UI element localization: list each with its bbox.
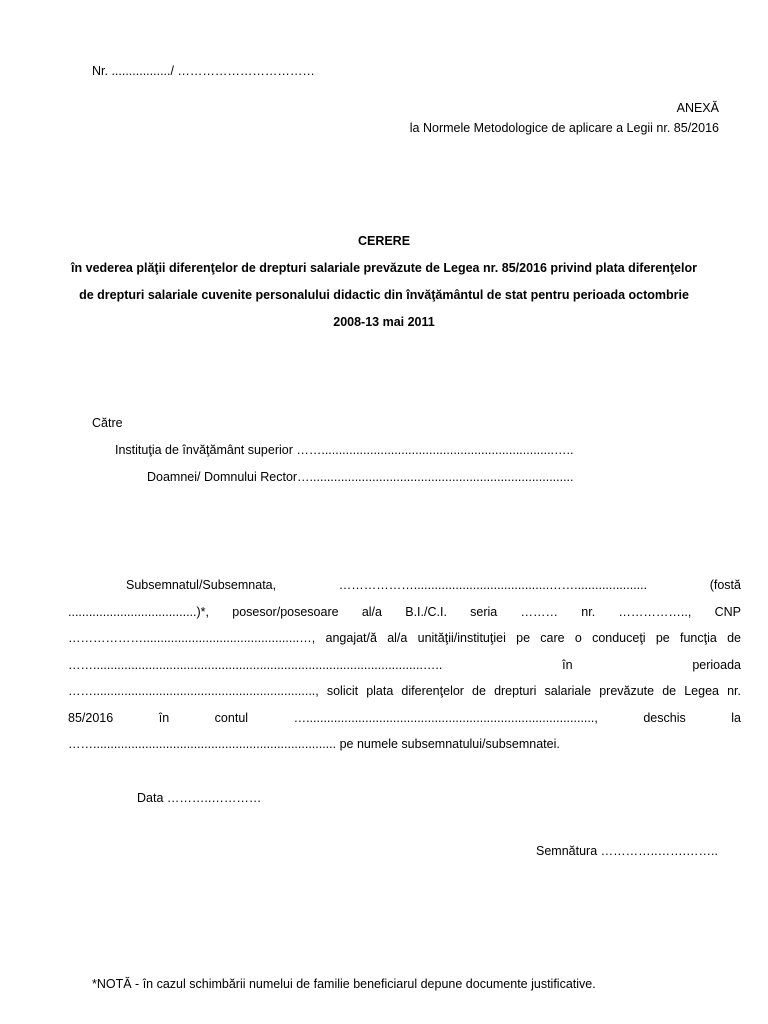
- request-subtitle: în vederea plăţii diferenţelor de drepturi salariale prevăzute de Legea nr. 85/2016 privind plata diferenţelor de drepturi salariale cuvenite personalului didactic din învăţământul de stat pentru perioada octombrie 2008-13 mai 2011: [71, 261, 697, 329]
- footnote: *NOTĂ - în cazul schimbării numelui de familie beneficiarul depune documente justificative.: [92, 977, 596, 991]
- annex-heading: [410, 98, 719, 138]
- annex-title: ANEXĂ: [676, 101, 719, 115]
- addressee-to: Către: [92, 416, 123, 430]
- request-title: CERERE: [357, 234, 411, 248]
- request-body: [68, 572, 741, 758]
- request-heading: [70, 228, 698, 336]
- addressee-rector: Doamnei/ Domnului Rector…............................................................................: [147, 470, 574, 484]
- annex-subtitle: la Normele Metodologice de aplicare a Legii nr. 85/2016: [409, 121, 719, 135]
- document-number-line: Nr. ................./ ……………………………: [92, 64, 315, 78]
- addressee-institution: Instituţia de învăţământ superior ……...................................................................…..: [115, 443, 574, 457]
- request-body-paragraph: Subsemnatul/Subsemnata, ……………….......................................……..................... (fostă .....................................)*, posesor/posesoare al/a B.I./C.I. seria ……… nr. …………….., CNP ……………….............................................…, angajat/ă al/a unităţii/instituţiei pe care o conduceţi pe funcţia de ……...............................................................................................….. în perioada ……................................................................, solicit plata diferenţelor de drepturi salariale prevăzute de Legea nr. 85/2016 în contul …..................................................................................., deschis la ……...................................................................... pe numele subsemnatului/subsemnatei.: [68, 578, 741, 751]
- date-field: Data ………..…………: [137, 791, 262, 805]
- signature-field: Semnătura …………..…….……..: [536, 844, 718, 858]
